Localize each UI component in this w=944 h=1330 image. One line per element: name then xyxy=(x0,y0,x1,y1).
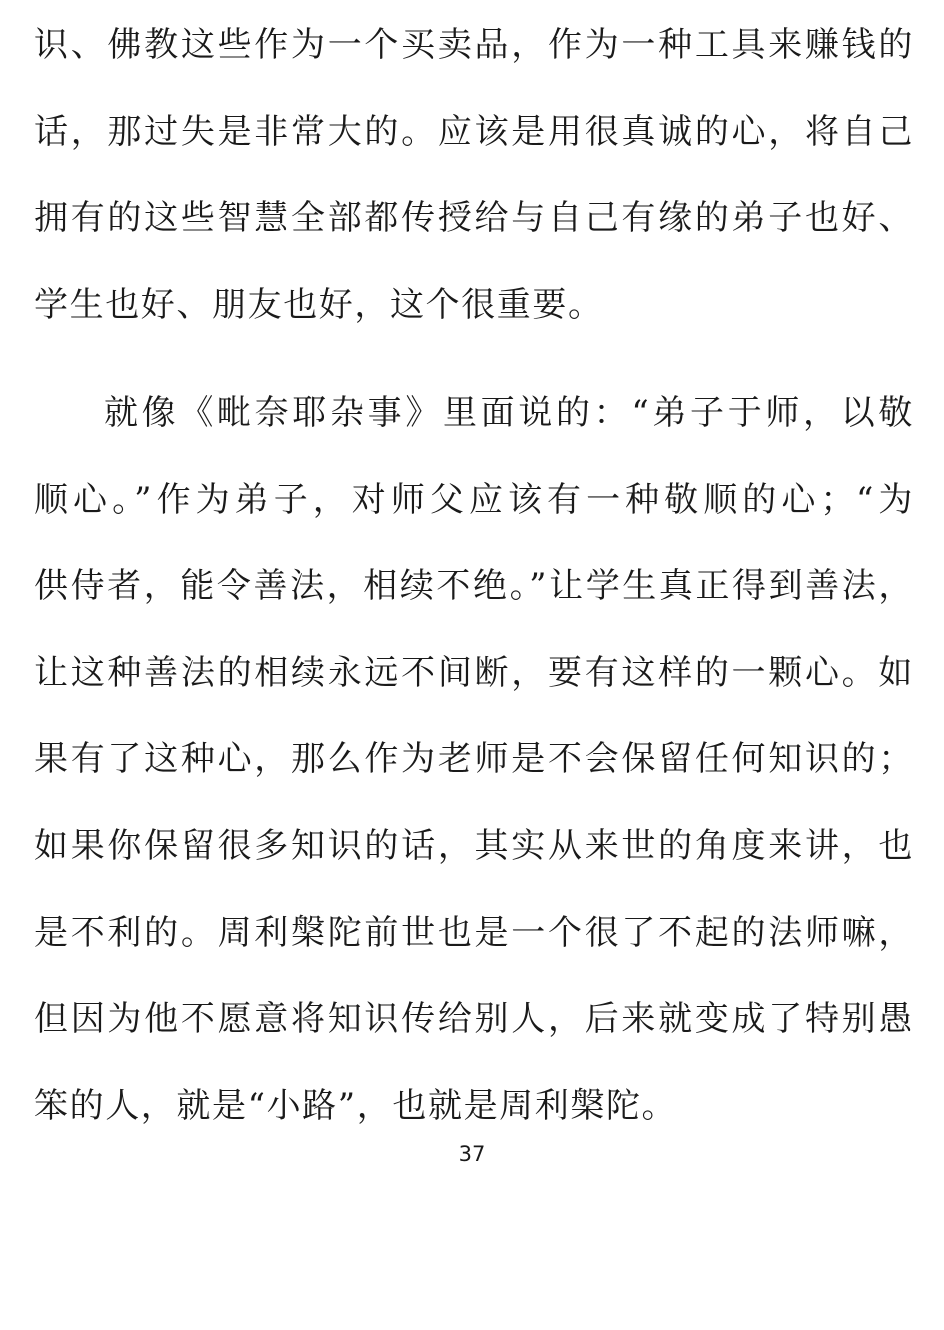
text-line: 就像《毗奈耶杂事》里面说的：“弟子于师，以敬 xyxy=(104,393,914,433)
paragraph-1 xyxy=(34,2,914,348)
text-line: 笨的人，就是“小路”，也就是周利槃陀。 xyxy=(34,1085,678,1126)
text-line: 如果你保留很多知识的话，其实从来世的角度来讲，也 xyxy=(34,825,914,866)
text-line: 是不利的。周利槃陀前世也是一个很了不起的法师嘛， xyxy=(34,912,914,953)
text-line: 顺心。”作为弟子，对师父应该有一种敬顺的心；“为 xyxy=(34,479,914,520)
text-line: 拥有的这些智慧全部都传授给与自己有缘的弟子也好、 xyxy=(34,198,914,239)
paragraph-2 xyxy=(34,370,914,1149)
text-line: 让这种善法的相续永远不间断，要有这样的一颗心。如 xyxy=(34,652,914,693)
text-line: 识、佛教这些作为一个买卖品，作为一种工具来赚钱的 xyxy=(34,25,914,65)
text-line: 但因为他不愿意将知识传给别人，后来就变成了特别愚 xyxy=(34,999,914,1040)
text-line: 话，那过失是非常大的。应该是用很真诚的心，将自己 xyxy=(34,111,914,152)
text-line: 果有了这种心，那么作为老师是不会保留任何知识的； xyxy=(34,739,914,780)
page-number: 37 xyxy=(458,1142,486,1166)
text-line: 学生也好、朋友也好，这个很重要。 xyxy=(34,284,604,325)
text-line: 供侍者，能令善法，相续不绝。”让学生真正得到善法， xyxy=(34,566,914,607)
